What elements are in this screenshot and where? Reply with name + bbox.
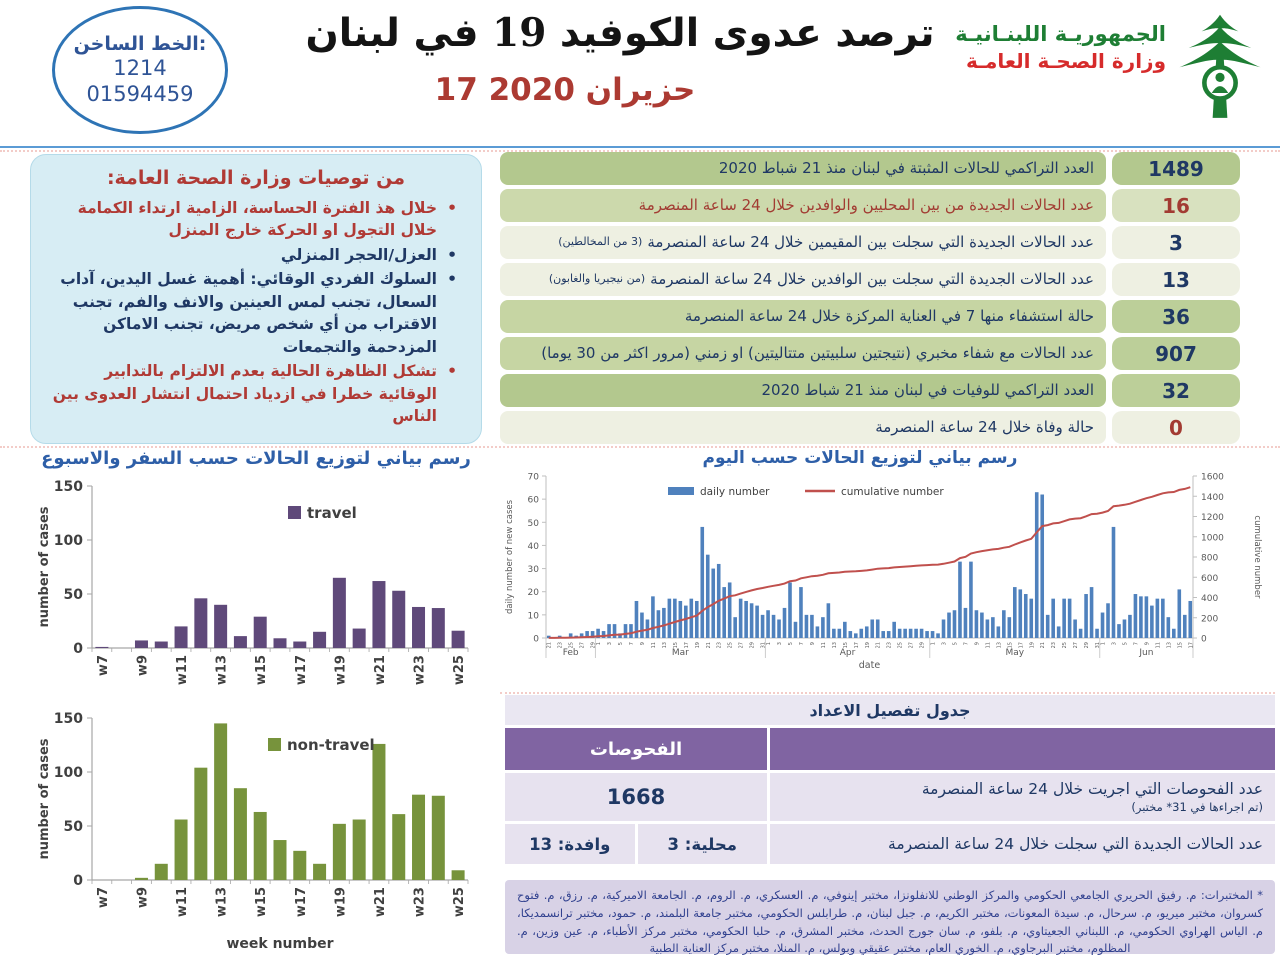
svg-text:9: 9 (1144, 642, 1151, 646)
stat-label-note: (3 من المخالطين) (558, 235, 643, 249)
svg-text:21: 21 (546, 642, 553, 649)
svg-text:29: 29 (1084, 642, 1091, 649)
svg-text:29: 29 (749, 642, 756, 649)
svg-text:week number: week number (226, 936, 334, 952)
details-header-spacer (770, 728, 1275, 770)
svg-text:w21: w21 (372, 887, 388, 918)
cedar-tree-icon (1174, 12, 1266, 128)
bullet-icon: • (447, 362, 457, 381)
svg-text:1600: 1600 (1201, 472, 1224, 483)
page-title: ترصد عدوى الكوفيد 19 في لبنان (305, 10, 935, 56)
recommendation-item (47, 360, 459, 427)
stat-label (500, 189, 1106, 222)
travel-chart (30, 472, 480, 700)
svg-text:15: 15 (1177, 642, 1184, 649)
svg-text:27: 27 (738, 642, 745, 649)
stat-value: 3 (1112, 226, 1240, 259)
svg-text:150: 150 (53, 479, 83, 495)
svg-text:13: 13 (831, 642, 838, 649)
svg-text:w15: w15 (254, 655, 270, 686)
svg-text:13: 13 (1166, 642, 1173, 649)
svg-text:1: 1 (930, 642, 937, 646)
hotline-label: الخط الساخن: (73, 32, 207, 55)
svg-text:daily number of new cases: daily number of new cases (505, 499, 515, 615)
header-divider (0, 146, 1280, 148)
svg-text:Mar: Mar (671, 648, 689, 658)
stats-row (500, 337, 1240, 370)
stats-row (500, 300, 1240, 333)
svg-text:17: 17 (683, 642, 690, 649)
svg-text:w7: w7 (95, 887, 111, 909)
svg-text:3: 3 (941, 642, 948, 646)
svg-text:1000: 1000 (1201, 533, 1224, 544)
svg-text:3: 3 (1111, 642, 1118, 646)
stat-label-text: حالة استشفاء منها 7 في العناية المركزة خلال 24 ساعة المنصرمة (684, 307, 1094, 326)
stats-row (500, 411, 1240, 444)
svg-text:21: 21 (875, 642, 882, 649)
svg-text:29: 29 (919, 642, 926, 649)
recommendations-title: من توصيات وزارة الصحة العامة: (106, 167, 406, 189)
dotted-separator-table (500, 692, 1275, 694)
svg-text:30: 30 (527, 565, 539, 576)
svg-text:100: 100 (53, 765, 83, 781)
stat-value: 907 (1112, 337, 1240, 370)
svg-text:date: date (858, 660, 881, 671)
svg-text:15: 15 (1007, 642, 1014, 649)
svg-text:w23: w23 (412, 887, 428, 918)
bullet-icon: • (447, 199, 457, 217)
svg-text:70: 70 (527, 472, 539, 483)
svg-text:29: 29 (590, 642, 597, 649)
svg-text:0: 0 (73, 641, 83, 657)
svg-text:Apr: Apr (839, 648, 856, 658)
svg-text:0: 0 (1201, 634, 1207, 645)
svg-text:w21: w21 (372, 655, 388, 686)
svg-text:travel: travel (307, 504, 357, 522)
recommendation-item (47, 244, 459, 266)
stats-row (500, 189, 1240, 222)
tests-row (505, 773, 1275, 821)
svg-text:15: 15 (842, 642, 849, 649)
stat-label-text: العدد التراكمي للوفيات في لبنان منذ 21 شباط 2020 (761, 381, 1094, 400)
svg-text:27: 27 (908, 642, 915, 649)
svg-text:23: 23 (716, 642, 723, 649)
svg-text:3: 3 (607, 642, 614, 646)
svg-text:1400: 1400 (1201, 492, 1224, 503)
report-date: 17 حزيران 2020 (434, 72, 696, 108)
svg-text:27: 27 (1073, 642, 1080, 649)
stat-label (500, 226, 1106, 259)
recommendations-box (30, 154, 482, 444)
stat-value: 16 (1112, 189, 1240, 222)
svg-text:27: 27 (579, 642, 586, 649)
svg-text:800: 800 (1201, 553, 1219, 564)
recommendation-item (47, 197, 459, 242)
svg-text:11: 11 (820, 642, 827, 649)
svg-text:21: 21 (1040, 642, 1047, 649)
stats-row (500, 226, 1240, 259)
svg-text:13: 13 (661, 642, 668, 649)
svg-text:non-travel: non-travel (287, 736, 375, 754)
new-cases-label: عدد الحالات الجديدة التي سجلت خلال 24 ساعة المنصرمة (770, 824, 1275, 864)
svg-text:150: 150 (53, 711, 83, 727)
svg-text:w11: w11 (175, 655, 191, 686)
svg-text:100: 100 (53, 533, 83, 549)
stat-value: 32 (1112, 374, 1240, 407)
svg-text:5: 5 (952, 642, 959, 646)
svg-text:w9: w9 (135, 655, 151, 677)
stat-label-text: عدد الحالات الجديدة التي سجلت بين الوافدين خلال 24 ساعة المنصرمة (650, 270, 1094, 289)
svg-text:0: 0 (73, 873, 83, 889)
svg-text:5: 5 (787, 642, 794, 646)
svg-text:5: 5 (1122, 642, 1129, 646)
svg-text:Jun: Jun (1139, 648, 1154, 658)
svg-text:daily number: daily number (700, 486, 770, 498)
svg-text:17: 17 (1188, 642, 1195, 649)
stats-row (500, 374, 1240, 407)
svg-text:17: 17 (853, 642, 860, 649)
svg-text:w7: w7 (95, 655, 111, 677)
stat-label-text: عدد الحالات الجديدة التي سجلت بين المقيمين خلال 24 ساعة المنصرمة (647, 233, 1094, 252)
tests-value: 1668 (505, 773, 767, 821)
svg-text:w25: w25 (452, 655, 468, 686)
tests-note: (تم اجراءها في 31* مختبر) (1131, 800, 1263, 814)
svg-text:31: 31 (1095, 642, 1102, 649)
svg-text:w17: w17 (293, 887, 309, 918)
weekly-chart-title: رسم بياني لتوزيع الحالات حسب السفر والاسبوع (41, 448, 471, 469)
svg-text:17: 17 (1018, 642, 1025, 649)
daily-chart-title: رسم بياني لتوزيع الحالات حسب اليوم (702, 448, 1018, 468)
svg-text:9: 9 (809, 642, 816, 646)
stat-value: 0 (1112, 411, 1240, 444)
stat-label-text: حالة وفاة خلال 24 ساعة المنصرمة (875, 418, 1094, 437)
header-titles (280, 10, 960, 108)
svg-text:11: 11 (1155, 642, 1162, 649)
new-cases-values (505, 824, 767, 864)
svg-text:5: 5 (618, 642, 625, 646)
details-table (505, 695, 1275, 864)
details-title-row (505, 695, 1275, 725)
svg-text:1200: 1200 (1201, 513, 1224, 523)
svg-text:23: 23 (886, 642, 893, 649)
svg-text:11: 11 (985, 642, 992, 649)
svg-text:600: 600 (1201, 573, 1219, 584)
recommendations-list (47, 197, 465, 428)
svg-text:May: May (1005, 648, 1025, 658)
svg-text:23: 23 (557, 642, 564, 649)
tests-label (770, 773, 1275, 821)
svg-text:19: 19 (864, 642, 871, 649)
svg-text:50: 50 (527, 518, 539, 529)
daily-chart (500, 470, 1275, 692)
svg-text:7: 7 (1133, 642, 1140, 646)
bullet-icon: • (447, 270, 457, 289)
svg-text:w13: w13 (214, 887, 230, 918)
tests-label-text: عدد الفحوصات التي اجريت خلال 24 ساعة المنصرمة (921, 780, 1263, 798)
stat-label (500, 411, 1106, 444)
svg-text:w19: w19 (333, 655, 349, 686)
stat-label (500, 300, 1106, 333)
stat-value: 13 (1112, 263, 1240, 296)
svg-text:25: 25 (897, 642, 904, 649)
svg-text:7: 7 (963, 642, 970, 646)
stat-value: 1489 (1112, 152, 1240, 185)
svg-text:w25: w25 (452, 887, 468, 918)
stat-value: 36 (1112, 300, 1240, 333)
svg-text:w9: w9 (135, 887, 151, 909)
recommendation-text: السلوك الفردي الوقائي: أهمية غسل اليدين، آداب السعال، تجنب لمس العينين والانف والفم، تجنب الاقتراب من أي شخص مريض، تجنب الاماكن المزدحمة والتجمعات (60, 270, 437, 356)
svg-text:0: 0 (533, 634, 539, 645)
svg-text:50: 50 (63, 819, 83, 835)
svg-text:3: 3 (777, 642, 784, 646)
svg-text:w23: w23 (412, 655, 428, 686)
svg-text:25: 25 (727, 642, 734, 649)
svg-text:7: 7 (628, 642, 635, 646)
svg-text:25: 25 (1062, 642, 1069, 649)
svg-text:w15: w15 (254, 887, 270, 918)
svg-text:w11: w11 (175, 887, 191, 918)
svg-text:number of cases: number of cases (37, 506, 52, 628)
hotline-long-number: 01594459 (86, 82, 194, 106)
svg-text:25: 25 (568, 642, 575, 649)
svg-text:40: 40 (527, 541, 539, 552)
svg-text:31: 31 (760, 642, 767, 649)
svg-text:number of cases: number of cases (37, 738, 52, 860)
stats-row (500, 152, 1240, 185)
stats-table (500, 152, 1240, 444)
svg-text:w19: w19 (333, 887, 349, 918)
recommendation-text: خلال هذ الفترة الحساسة، الزامية ارتداء الكمامة خلال التجول او الحركة خارج المنزل (77, 199, 437, 240)
stat-label (500, 152, 1106, 185)
stat-label-text: عدد الحالات الجديدة من بين المحليين والوافدين خلال 24 ساعة المنصرمة (638, 196, 1094, 215)
labs-footnote: * المختبرات: م. رفيق الحريري الجامعي الحكومي والمركز الوطني للانفلونزا، مختبر إينوفي، م. العسكري، م. الروم، م. الجامعة الاميركية، م. رزق، م. فتوح كسروان، مختبر ميريو، م. سرحال، م. سيدة المعونات، مختبر الكريم، م. جبل لبنان، م. طرابلس الحكومي، مختبر جامعة البلمند، م. حمود، مختبر ترانسمديكا، م. الياس الهراوي الحكومي، م. اللبناني الجعيتاوي، م. بلفو، م. سان جورج الحدث، مختبر المشرق، م. حلبا الحكومي، مختبر مركز الأطباء، م. عين وزين، م. المظلوم، مختبر البرجاوي، م. الخوري العام، مختبر عقيقي وبولس، م. المنلا، مختبر مركز العناية الطبية (505, 880, 1275, 954)
stat-label-text: العدد التراكمي للحالات المثبتة في لبنان منذ 21 شباط 2020 (718, 159, 1094, 178)
hotline-short-number: 1214 (113, 55, 167, 80)
svg-text:Feb: Feb (562, 648, 579, 658)
svg-text:21: 21 (705, 642, 712, 649)
svg-text:cumulative number: cumulative number (1252, 515, 1262, 599)
svg-text:400: 400 (1201, 594, 1219, 604)
svg-text:w13: w13 (214, 655, 230, 686)
svg-text:9: 9 (974, 642, 981, 646)
recommendation-text: تشكل الظاهرة الحالية بعدم الالتزام بالتدابير الوقائية خطرا في ازدياد احتمال انتشار العدوى بين الناس (52, 362, 437, 426)
details-title: جدول تفصيل الاعداد (505, 695, 1275, 725)
new-cases-row (505, 824, 1275, 864)
svg-text:20: 20 (527, 588, 539, 599)
svg-text:1: 1 (1100, 642, 1107, 646)
svg-text:23: 23 (1051, 642, 1058, 649)
svg-text:9: 9 (639, 642, 646, 646)
svg-text:60: 60 (527, 495, 539, 506)
local-cases-value: محلية: 3 (638, 824, 768, 864)
svg-text:200: 200 (1201, 614, 1219, 625)
svg-text:50: 50 (63, 587, 83, 603)
republic-label: الجمهوريـة اللبنـانيـة (955, 22, 1166, 46)
svg-text:15: 15 (672, 642, 679, 649)
svg-text:11: 11 (650, 642, 657, 649)
stat-label-note: (من نيجيريا والغابون) (548, 272, 646, 286)
recommendation-item (47, 268, 459, 358)
tests-header: الفحوصات (505, 728, 767, 770)
stats-row (500, 263, 1240, 296)
svg-text:10: 10 (527, 611, 539, 622)
stat-label (500, 337, 1106, 370)
svg-text:cumulative number: cumulative number (841, 486, 944, 498)
svg-text:7: 7 (798, 642, 805, 646)
bullet-icon: • (447, 245, 457, 264)
ministry-logo-text (955, 22, 1166, 73)
svg-text:w17: w17 (293, 655, 309, 686)
hotline-oval (52, 6, 228, 134)
svg-text:19: 19 (1029, 642, 1036, 649)
svg-text:19: 19 (694, 642, 701, 649)
ministry-label: وزارة الصحـة العامـة (965, 49, 1166, 73)
imported-cases-value: وافدة: 13 (505, 824, 635, 864)
stat-label (500, 374, 1106, 407)
recommendation-text: العزل/الحجر المنزلي (280, 245, 437, 264)
stat-label-text: عدد الحالات مع شفاء مخبري (نتيجتين سلبيتين متتاليتين) او زمني (مرور اكثر من 30 يوما) (541, 344, 1094, 363)
ministry-logo (955, 12, 1266, 128)
svg-text:1: 1 (596, 642, 603, 646)
stat-label (500, 263, 1106, 296)
details-header-row (505, 728, 1275, 770)
svg-text:1: 1 (766, 642, 773, 646)
non-travel-chart (30, 704, 480, 954)
svg-text:13: 13 (996, 642, 1003, 649)
